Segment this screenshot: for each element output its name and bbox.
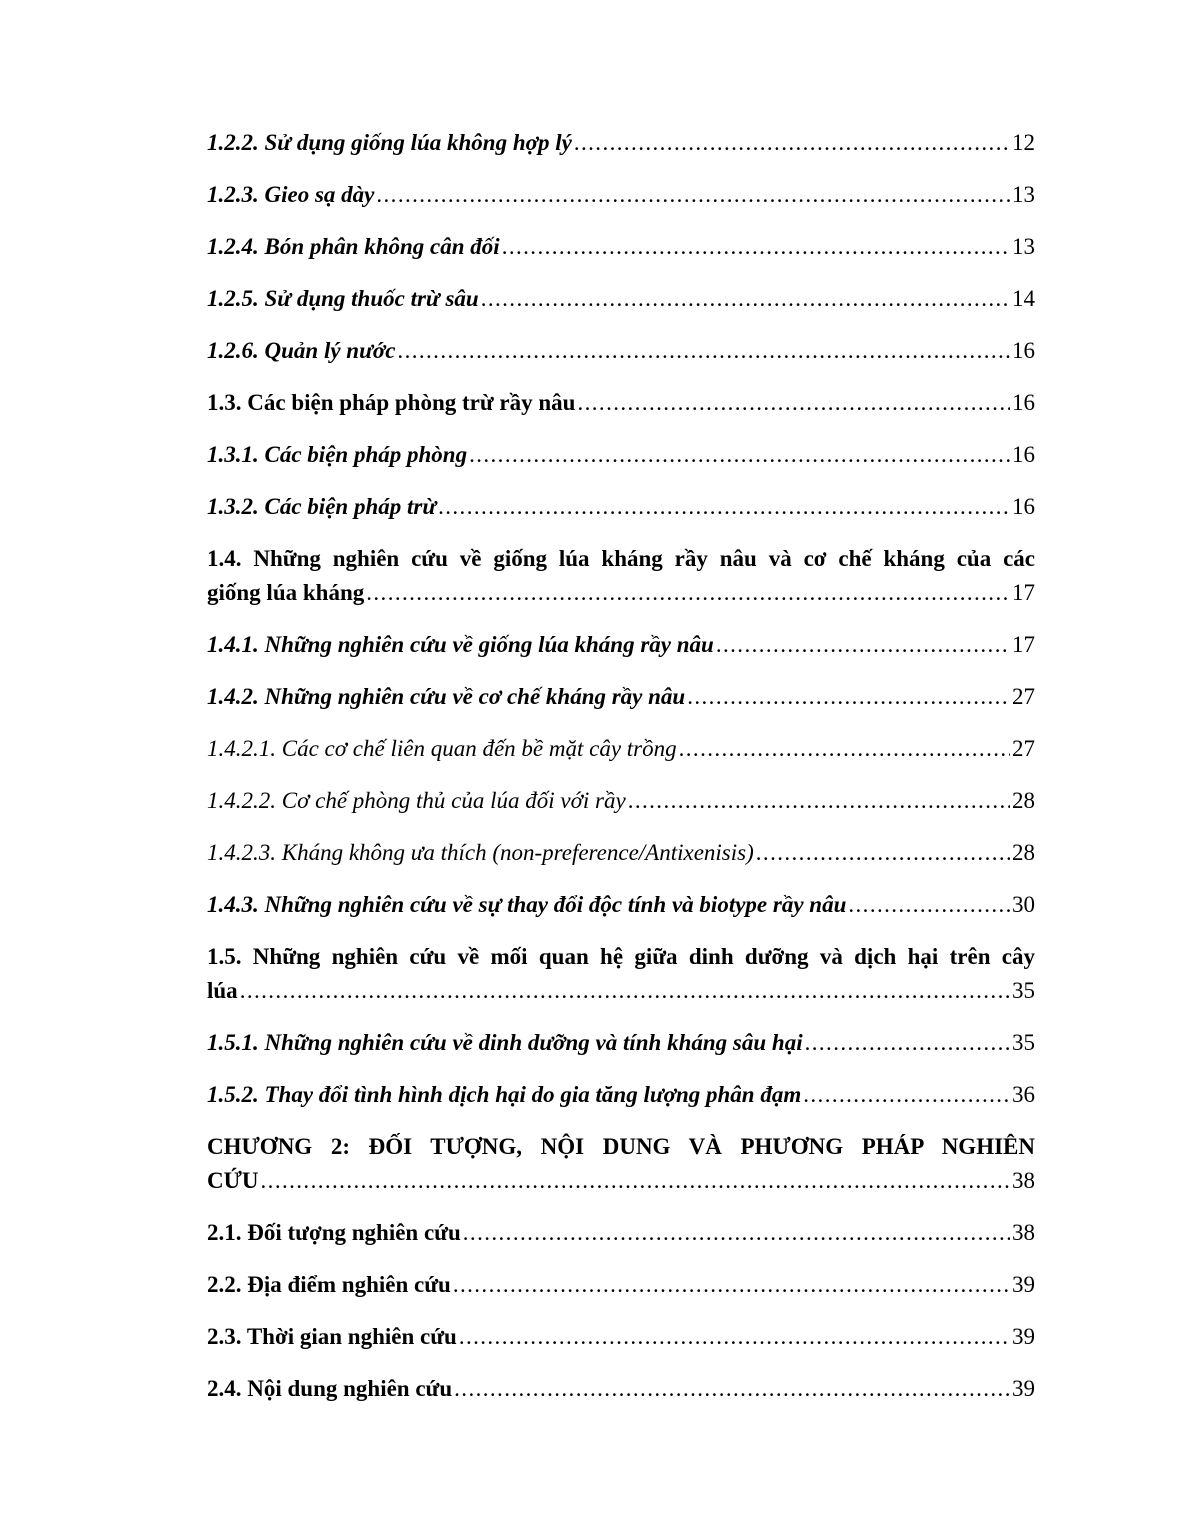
toc-leader-dots [805,1026,1010,1060]
toc-entry[interactable] [207,282,1035,334]
toc-leader-dots [261,1164,1010,1198]
toc-page-number: 16 [1012,390,1035,415]
toc-page-number: 28 [1012,788,1035,813]
toc-page-number: 36 [1012,1082,1035,1107]
toc-entry[interactable] [207,1268,1035,1320]
toc-entry-title: 1.3. Các biện pháp phòng trừ rầy nâu [207,390,576,415]
toc-entry[interactable] [207,438,1035,490]
toc-leader-dots [376,178,1010,212]
toc-page-number: 12 [1012,130,1035,155]
toc-page-number: 35 [1012,1030,1035,1055]
toc-leader-dots [463,1216,1010,1250]
toc-page-number: 14 [1012,286,1035,311]
toc-page-number: 17 [1012,632,1035,657]
toc-page-number: 27 [1012,684,1035,709]
toc-entry-title: 1.2.4. Bón phân không cân đối [207,234,500,259]
toc-entry[interactable] [207,490,1035,542]
toc-entry[interactable] [207,888,1035,940]
toc-entry[interactable] [207,1130,1035,1216]
toc-page-number: 13 [1012,234,1035,259]
toc-entry[interactable] [207,836,1035,888]
toc-entry-title: 1.2.3. Gieo sạ dày [207,182,375,207]
toc-entry-title-line2: lúa [207,978,238,1003]
toc-entry-title: 1.3.1. Các biện pháp phòng [207,442,468,467]
toc-leader-dots [366,576,1010,610]
toc-entry-title: 1.4.2. Những nghiên cứu về cơ chế kháng rầy nâu [207,684,686,709]
toc-entry-title-line2: CỨU [207,1168,259,1193]
toc-entry[interactable] [207,1320,1035,1372]
toc-entry[interactable] [207,784,1035,836]
toc-entry[interactable] [207,1026,1035,1078]
table-of-contents [207,126,1035,1424]
toc-entry[interactable] [207,1078,1035,1130]
toc-page-number: 38 [1012,1168,1035,1193]
toc-leader-dots [454,1372,1010,1406]
toc-entry-title: 1.2.6. Quản lý nước [207,338,396,363]
toc-entry-title: 2.1. Đối tượng nghiên cứu [207,1220,461,1245]
toc-leader-dots [397,334,1010,368]
toc-entry[interactable] [207,1372,1035,1424]
toc-page-number: 16 [1012,338,1035,363]
toc-page-number: 28 [1012,840,1035,865]
toc-entry[interactable] [207,126,1035,178]
toc-page-number: 39 [1012,1324,1035,1349]
toc-page-number: 38 [1012,1220,1035,1245]
toc-page-number: 39 [1012,1376,1035,1401]
toc-entry-title: 1.2.5. Sử dụng thuốc trừ sâu [207,286,479,311]
toc-page-number: 39 [1012,1272,1035,1297]
toc-entry[interactable] [207,940,1035,1026]
toc-entry-title-line1: 1.4. Những nghiên cứu về giống lúa kháng rầy nâu và cơ chế kháng của các [207,546,1035,571]
toc-entry-title-line1: 1.5. Những nghiên cứu về mối quan hệ giữa dinh dưỡng và dịch hại trên cây [207,944,1035,969]
toc-leader-dots [679,732,1010,766]
toc-page-number: 30 [1012,892,1035,917]
toc-leader-dots [240,974,1010,1008]
toc-entry-title: 2.3. Thời gian nghiên cứu [207,1324,457,1349]
toc-page-number: 16 [1012,442,1035,467]
toc-entry[interactable] [207,680,1035,732]
toc-leader-dots [502,230,1010,264]
toc-page-number: 13 [1012,182,1035,207]
toc-entry[interactable] [207,230,1035,282]
toc-leader-dots [453,1268,1010,1302]
toc-entry[interactable] [207,386,1035,438]
toc-leader-dots [848,888,1010,922]
toc-leader-dots [756,836,1010,870]
toc-page-number: 17 [1012,580,1035,605]
toc-leader-dots [716,628,1010,662]
toc-entry-title: 1.2.2. Sử dụng giống lúa không hợp lý [207,130,572,155]
toc-page-number: 16 [1012,494,1035,519]
toc-leader-dots [803,1078,1010,1112]
toc-entry-title: 1.4.2.2. Cơ chế phòng thủ của lúa đối với rầy [207,788,626,813]
toc-entry-title: 2.2. Địa điểm nghiên cứu [207,1272,451,1297]
toc-entry-title: 1.5.1. Những nghiên cứu về dinh dưỡng và tính kháng sâu hại [207,1030,803,1055]
toc-entry[interactable] [207,334,1035,386]
toc-page-number: 35 [1012,978,1035,1003]
toc-leader-dots [481,282,1010,316]
toc-entry[interactable] [207,1216,1035,1268]
toc-leader-dots [628,784,1010,818]
toc-entry-title: 1.4.2.3. Kháng không ưa thích (non-preference/Antixenisis) [207,840,754,865]
toc-entry[interactable] [207,628,1035,680]
toc-leader-dots [574,126,1010,160]
toc-entry-title: 1.5.2. Thay đổi tình hình dịch hại do gia tăng lượng phân đạm [207,1082,802,1107]
toc-leader-dots [459,1320,1010,1354]
toc-leader-dots [438,490,1010,524]
toc-entry-title: 1.3.2. Các biện pháp trừ [207,494,437,519]
toc-leader-dots [577,386,1010,420]
toc-entry-title: 2.4. Nội dung nghiên cứu [207,1376,453,1401]
toc-entry[interactable] [207,732,1035,784]
toc-entry[interactable] [207,178,1035,230]
toc-entry-title: 1.4.3. Những nghiên cứu về sự thay đổi độc tính và biotype rầy nâu [207,892,847,917]
toc-entry[interactable] [207,542,1035,628]
toc-entry-title-line1: CHƯƠNG 2: ĐỐI TƯỢNG, NỘI DUNG VÀ PHƯƠNG PHÁP NGHIÊN [207,1134,1035,1159]
toc-entry-title: 1.4.2.1. Các cơ chế liên quan đến bề mặt cây trồng [207,736,677,761]
toc-leader-dots [687,680,1010,714]
toc-page-number: 27 [1012,736,1035,761]
toc-entry-title: 1.4.1. Những nghiên cứu về giống lúa kháng rầy nâu [207,632,714,657]
toc-entry-title-line2: giống lúa kháng [207,580,365,605]
toc-leader-dots [469,438,1010,472]
